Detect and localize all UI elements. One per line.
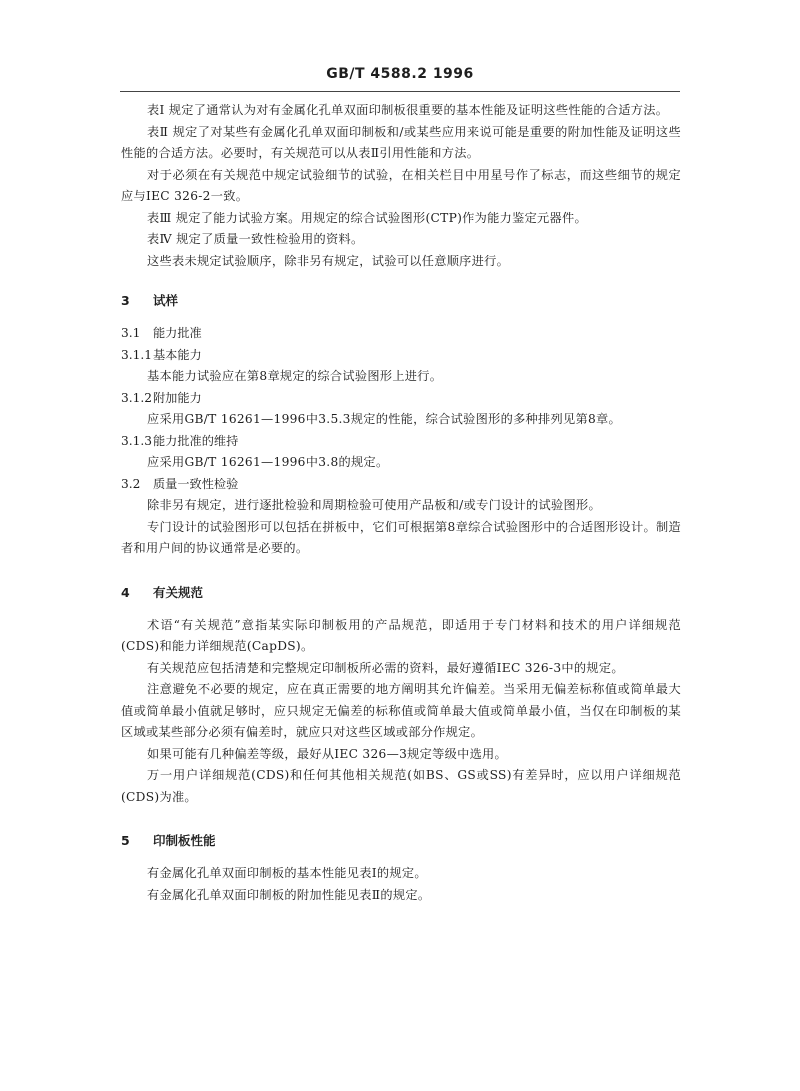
section-3-1-3-text: 应采用GB/T 16261—1996中3.8的规定。 (147, 455, 389, 469)
section-3-2-text-1: 除非另有规定，进行逐批检验和周期检验可使用产品板和/或专门设计的试验图形。 (147, 498, 601, 512)
page-header: GB/T 4588.2 1996 (326, 66, 474, 82)
section-4-paragraph-2: 有关规范应包括清楚和完整规定印制板所必需的资料，最好遵循IEC 326-3中的规定。 (147, 660, 624, 675)
section-3-1-2-text: 应采用GB/T 16261—1996中3.5.3规定的性能，综合试验图形的多种排列见第8章。 (147, 412, 622, 426)
section-5-paragraph-2: 有金属化孔单双面印制板的附加性能见表Ⅱ的规定。 (147, 887, 431, 902)
section-3-1-2-heading: 3.1.2附加能力 (121, 390, 202, 405)
intro-paragraph-4: 表Ⅲ 规定了能力试验方案。用规定的综合试验图形(CTP)作为能力鉴定元器件。 (147, 210, 588, 225)
intro-paragraph-1: 表Ⅰ 规定了通常认为对有金属化孔单双面印制板很重要的基本性能及证明这些性能的合适方法。 (147, 103, 669, 117)
section-5-heading (121, 830, 681, 851)
section-3-title: 试样 (153, 293, 179, 308)
section-3-1-1-heading: 3.1.1基本能力 (121, 347, 202, 362)
section-4-heading (121, 582, 681, 603)
section-3-heading (121, 290, 681, 311)
section-5-title: 印制板性能 (153, 833, 216, 848)
document-body (121, 100, 681, 906)
section-4-title: 有关规范 (153, 584, 204, 600)
section-4-paragraph-5: 万一用户详细规范(CDS)和任何其他相关规范(如BS、GS或SS)有差异时，应以用户详细规范(CDS)为准。 (121, 768, 681, 804)
section-4-paragraph-1: 术语“有关规范”意指某实际印制板用的产品规范，即适用于专门材料和技术的用户详细规范(CDS)和能力详细规范(CapDS)。 (121, 617, 681, 653)
header-rule (120, 91, 680, 92)
intro-paragraph-5: 表Ⅳ 规定了质量一致性检验用的资料。 (147, 232, 364, 246)
section-3-number: 3 (121, 293, 130, 308)
section-4-number: 4 (121, 584, 130, 600)
section-3-2-heading: 3.2 质量一致性检验 (121, 476, 239, 491)
intro-paragraph-2: 表Ⅱ 规定了对某些有金属化孔单双面印制板和/或某些应用来说可能是重要的附加性能及证明这些性能的合适方法。必要时，有关规范可以从表Ⅱ引用性能和方法。 (121, 124, 681, 160)
section-4-paragraph-4: 如果可能有几种偏差等级，最好从IEC 326—3规定等级中选用。 (147, 746, 508, 761)
section-3-2-text-2: 专门设计的试验图形可以包括在拼板中，它们可根据第8章综合试验图形中的合适图形设计。制造者和用户间的协议通常是必要的。 (121, 519, 681, 555)
intro-paragraph-3: 对于必须在有关规范中规定试验细节的试验，在相关栏目中用星号作了标志，而这些细节的规定应与IEC 326-2一致。 (121, 167, 681, 203)
section-4-paragraph-3: 注意避免不必要的规定，应在真正需要的地方阐明其允许偏差。当采用无偏差标称值或简单最大值或简单最小值就足够时，应只规定无偏差的标称值或简单最大值或简单最小值，当仅在印制板的某区域或某些部分必须有偏差时，就应只对这些区域或部分作规定。 (121, 682, 681, 739)
section-5-number: 5 (121, 833, 130, 848)
section-5-paragraph-1: 有金属化孔单双面印制板的基本性能见表Ⅰ的规定。 (147, 866, 427, 880)
intro-paragraph-6: 这些表未规定试验顺序，除非另有规定，试验可以任意顺序进行。 (147, 253, 510, 268)
section-3-1-3-heading: 3.1.3能力批准的维持 (121, 433, 239, 448)
section-3-1-heading: 3.1 能力批准 (121, 326, 202, 340)
section-3-1-1-text: 基本能力试验应在第8章规定的综合试验图形上进行。 (147, 369, 443, 383)
